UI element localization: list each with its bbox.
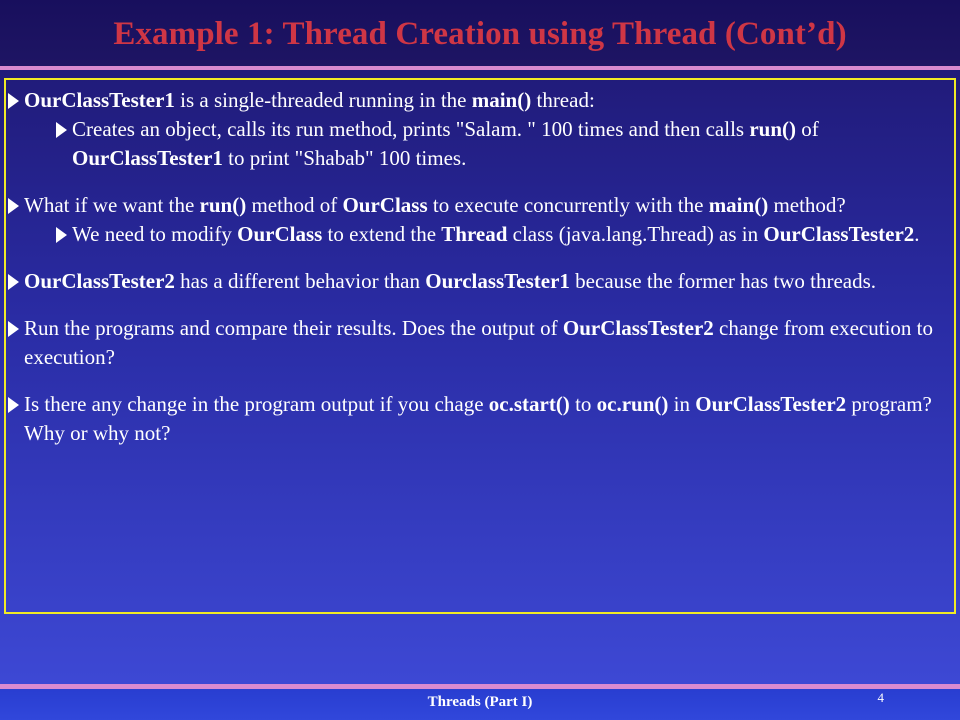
arrow-bullet-icon (8, 198, 19, 214)
bullet-text-segment: OurClassTester2 (763, 222, 915, 246)
page-number: 4 (877, 690, 884, 705)
bullet-text-segment: class (java.lang.Thread) as in (507, 222, 764, 246)
bullet-text-segment: of (796, 117, 819, 141)
slide-content (8, 86, 938, 448)
paragraph-spacer (8, 249, 938, 267)
footer-title: Threads (Part I) (427, 694, 533, 710)
bullet-text-segment: because the former has two threads. (569, 269, 877, 293)
bullet-text-segment: oc.run() (596, 392, 669, 416)
bullet-text-segment: OurClass (237, 222, 323, 246)
arrow-bullet-icon (8, 93, 19, 109)
bullet-text-segment: to print "Shabab" 100 times. (222, 146, 467, 170)
bullet-text-segment: Thread (441, 222, 508, 246)
title-bar (0, 0, 960, 70)
bullet-text-segment: OurClassTester1 (24, 88, 175, 112)
arrow-bullet-icon (8, 274, 19, 290)
paragraph-spacer (8, 296, 938, 314)
paragraph-spacer (8, 173, 938, 191)
arrow-bullet-icon (56, 122, 67, 138)
arrow-bullet-icon (8, 397, 19, 413)
bullet-text-segment: run() (199, 193, 247, 217)
bullet-text-segment: to extend the (322, 222, 442, 246)
bullet-text-segment: main() (471, 88, 532, 112)
bullet-text-segment: OurClassTester1 (72, 146, 223, 170)
bullet-text-segment: thread: (531, 88, 595, 112)
bullet-text-segment: method of (246, 193, 343, 217)
bullet-text-segment: OurclassTester1 (425, 269, 570, 293)
bullet-text-segment: oc.start() (488, 392, 570, 416)
bullet-text-segment: We need to modify (72, 222, 238, 246)
slide-title: Example 1: Thread Creation using Thread (Cont’d) (113, 16, 847, 52)
paragraph-spacer (8, 372, 938, 390)
bullet-text-segment: Is there any change in the program output if you chage (24, 392, 489, 416)
bullet-main-thread (8, 86, 938, 115)
bullet-text-segment: Creates an object, calls its run method, prints "Salam. " 100 times and then calls (72, 117, 750, 141)
bullet-text-segment: . (914, 222, 920, 246)
bullet-run-concurrently (8, 191, 938, 220)
bullet-text-segment: in (668, 392, 696, 416)
bullet-text-segment: Run the programs and compare their results. Does the output of (24, 316, 563, 340)
sub-bullet-extend-thread (56, 220, 938, 249)
arrow-bullet-icon (56, 227, 67, 243)
bottom-divider (0, 684, 960, 689)
bullet-different-behavior (8, 267, 938, 296)
bullet-text-segment: OurClassTester2 (24, 269, 175, 293)
bullet-text-segment: is a single-threaded running in the (174, 88, 472, 112)
bullet-text-segment: What if we want the (24, 193, 200, 217)
bullet-start-vs-run (8, 390, 938, 448)
bullet-text-segment: OurClassTester2 (695, 392, 847, 416)
bullet-text-segment: program? Why or why not? (24, 392, 932, 445)
bullet-text-segment: run() (749, 117, 797, 141)
arrow-bullet-icon (8, 321, 19, 337)
bullet-text-segment: change from execution to execution? (24, 316, 934, 369)
bullet-text-segment: main() (708, 193, 769, 217)
sub-bullet-create-object (56, 115, 938, 173)
bullet-text-segment: method? (768, 193, 846, 217)
bullet-compare-results (8, 314, 938, 372)
bullet-text-segment: to (569, 392, 597, 416)
bullet-text-segment: to execute concurrently with the (427, 193, 709, 217)
bullet-text-segment: OurClass (342, 193, 428, 217)
bullet-text-segment: OurClassTester2 (562, 316, 714, 340)
bullet-text-segment: has a different behavior than (174, 269, 426, 293)
